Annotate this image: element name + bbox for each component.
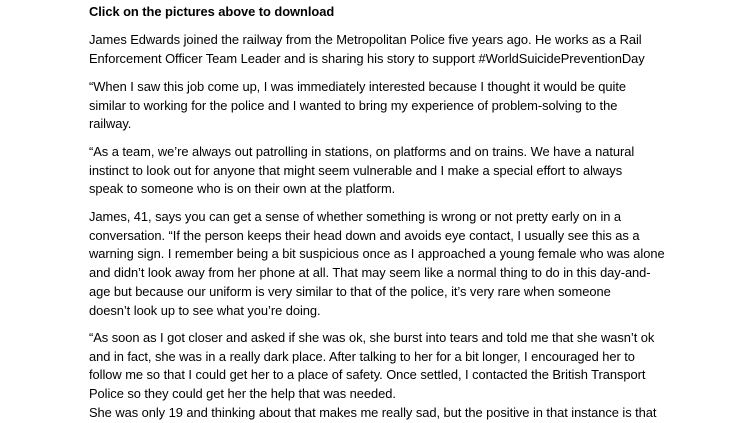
paragraph-patrolling [89,143,634,199]
download-instruction-heading: Click on the pictures above to download [89,4,335,19]
paragraph-line: Enforcement Officer Team Leader and is sharing his story to support #WorldSuicidePreventionDay [89,50,645,66]
paragraph-line: follow me so that I could get her to a place of safety. Once settled, I contacted the British Transport [89,367,646,383]
paragraph-line: “As soon as I got closer and asked if she was ok, she burst into tears and told me that she wasn’t ok [89,330,655,345]
paragraph-line: She was only 19 and thinking about that makes me really sad, but the positive in that instance is that [89,405,657,420]
paragraph-line: “When I saw this job come up, I was immediately interested because I thought it would be quite [89,79,626,94]
paragraph-line: similar to working for the police and I wanted to bring my experience of problem-solving to the [89,97,618,113]
paragraph-line: age but because our uniform is very similar to that of the police, it’s very rare when someone [89,283,611,299]
paragraph-line: railway. [89,116,132,132]
paragraph-line: James Edwards joined the railway from the Metropolitan Police five years ago. He works as a Rail [89,32,642,47]
paragraph-line: conversation. “If the person keeps their head down and avoids eye contact, I usually see this as a [89,227,640,243]
paragraph-line: warning sign. I remember being a bit suspicious once as I approached a young female who was alone [89,246,665,262]
paragraph-line: Police so they could get her the help that was needed. [89,386,396,402]
paragraph-line: and in fact, she was in a really dark place. After talking to her for a bit longer, I encouraged her to [89,348,635,364]
paragraph-line: “As a team, we’re always out patrolling in stations, on platforms and on trains. We have a natural [89,144,635,159]
paragraph-line: James, 41, says you can get a sense of whether something is wrong or not pretty early on in a [89,209,622,224]
paragraph-line: instinct to look out for anyone that might seem vulnerable and I make a special effort to always [89,162,623,178]
paragraph-intro [89,31,645,68]
paragraph-job-interest [89,78,626,134]
paragraph-outcome [89,404,656,423]
paragraph-line: and didn’t look away from her phone at all. That may seem like a normal thing to do in this day-and- [89,265,651,281]
paragraph-intervention [89,329,654,404]
paragraph-line: speak to someone who is on their own at the platform. [89,181,396,197]
paragraph-line: doesn’t look up to see what you’re doing. [89,302,321,318]
paragraph-warning-signs [89,208,665,320]
